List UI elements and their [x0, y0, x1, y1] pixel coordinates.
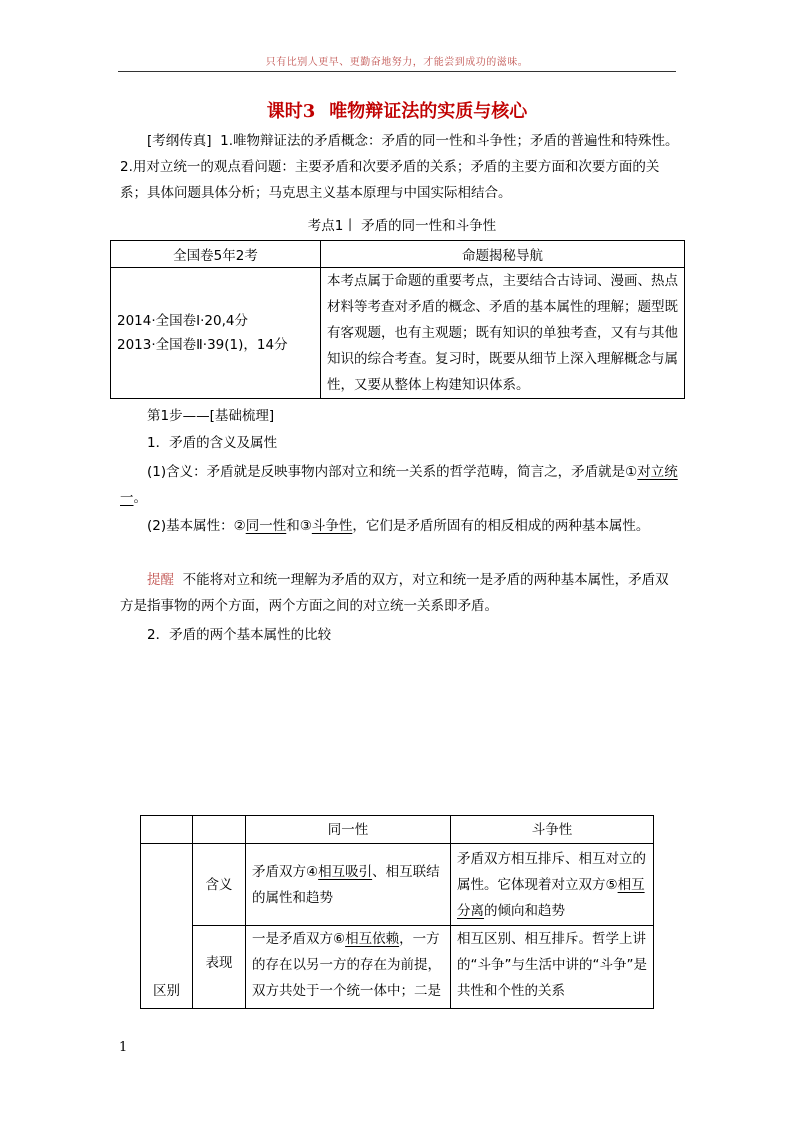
syllabus-text: 1.唯物辩证法的矛盾概念：矛盾的同一性和斗争性；矛盾的普遍性和特殊性。2.用对立统一的观点看问题：主要矛盾和次要矛盾的关系；矛盾的主要方面和次要方面的关系；具体问题具体分析；马克思主义基本原理与中国实际相结合。: [120, 133, 679, 201]
page-title: [118, 97, 676, 123]
item2-heading: 2．矛盾的两个基本属性的比较: [147, 627, 332, 643]
header-struggle: 斗争性: [451, 816, 654, 844]
struggle-meaning-text: 的倾向和趋势: [484, 902, 565, 919]
attr-answer-struggle: 斗争性: [311, 518, 353, 534]
exam-table: [110, 240, 685, 399]
exam-refs-cell: [111, 268, 321, 399]
meaning-prefix: (1)含义：矛盾就是反映事物内部对立和统一关系的哲学范畴，简言之，矛盾就是①: [147, 464, 638, 480]
meaning-suffix: 。: [133, 490, 147, 506]
identity-meaning-text: 矛盾双方④: [252, 863, 319, 880]
syllabus-paragraph: [120, 128, 682, 206]
exam-ref: 2014·全国卷Ⅰ·20,4分: [117, 313, 248, 329]
struggle-meaning-answer: 相互分离: [457, 876, 645, 919]
header-identity: 同一性: [246, 816, 451, 844]
exam-table-header-guide: 命题揭秘导航: [321, 241, 685, 268]
row-label-manifestation: 表现: [193, 926, 246, 1009]
struggle-meaning-cell: [451, 844, 654, 926]
attr-answer-identity: 同一性: [245, 518, 287, 534]
empty-cell: [193, 816, 246, 844]
row-label-meaning: 含义: [193, 844, 246, 926]
attr-mid: 和③: [286, 518, 312, 534]
identity-show-answer: 相互依赖: [345, 931, 400, 947]
identity-meaning-cell: [246, 844, 451, 926]
header-divider: [118, 71, 676, 72]
tip-text: 不能将对立和统一理解为矛盾的双方，对立和统一是矛盾的两种基本属性，矛盾双方是指事物的两个方面，两个方面之间的对立统一关系即矛盾。: [120, 572, 669, 614]
meaning-answer: 对立统一: [120, 464, 678, 506]
exam-guide-text: 本考点属于命题的重要考点，主要结合古诗词、漫画、热点材料等考查对矛盾的概念、矛盾的基本属性的理解；题型既有客观题，也有主观题；既有知识的单独考查，又有与其他知识的综合考查。复习时，既要从细节上深入理解概念与属性，又要从整体上构建知识体系。: [327, 273, 678, 393]
group-label-difference: 区别: [141, 844, 193, 1009]
attr-suffix: ，它们是矛盾所固有的相反相成的两种基本属性。: [352, 518, 650, 534]
step1-heading: 第1步——[基础梳理]: [147, 408, 275, 424]
tip-label: 提醒: [147, 572, 174, 588]
lesson-number: 课时3: [266, 101, 316, 122]
lesson-name: 唯物辩证法的实质与核心: [329, 101, 528, 122]
meaning-paragraph: [120, 459, 682, 511]
tip-paragraph: [120, 567, 682, 619]
empty-cell: [141, 816, 193, 844]
struggle-manifestation-cell: 相互区别、相互排斥。哲学上讲的“斗争”与生活中讲的“斗争”是共性和个性的关系: [451, 926, 654, 1009]
page-number: 1: [119, 1040, 128, 1055]
exam-table-header-years: 全国卷5年2考: [111, 241, 321, 268]
syllabus-label: [考纲传真]: [147, 133, 212, 149]
comparison-table: [140, 815, 654, 1009]
struggle-meaning-text: 矛盾双方相互排斥、相互对立的属性。它体现着对立双方⑤: [457, 850, 646, 893]
attr-prefix: (2)基本属性：②: [147, 518, 246, 534]
attributes-paragraph: [120, 513, 682, 539]
header-motto: 只有比别人更早、更勤奋地努力，才能尝到成功的滋味。: [265, 57, 529, 68]
exam-ref: 2013·全国卷Ⅱ·39(1)，14分: [117, 337, 288, 353]
identity-manifestation-cell: [246, 926, 451, 1009]
identity-meaning-text: 、相互联结的属性和趋势: [252, 863, 440, 906]
exam-guide-cell: [321, 268, 685, 399]
item1-heading: 1．矛盾的含义及属性: [147, 435, 278, 451]
identity-meaning-answer: 相互吸引: [318, 863, 373, 880]
topic-title: 考点1丨 矛盾的同一性和斗争性: [307, 218, 497, 234]
identity-show-text: 一是矛盾双方⑥: [252, 931, 346, 947]
identity-show-text: ，一方的存在以另一方的存在为前提，双方共处于一个统一体中；二是: [252, 931, 441, 999]
